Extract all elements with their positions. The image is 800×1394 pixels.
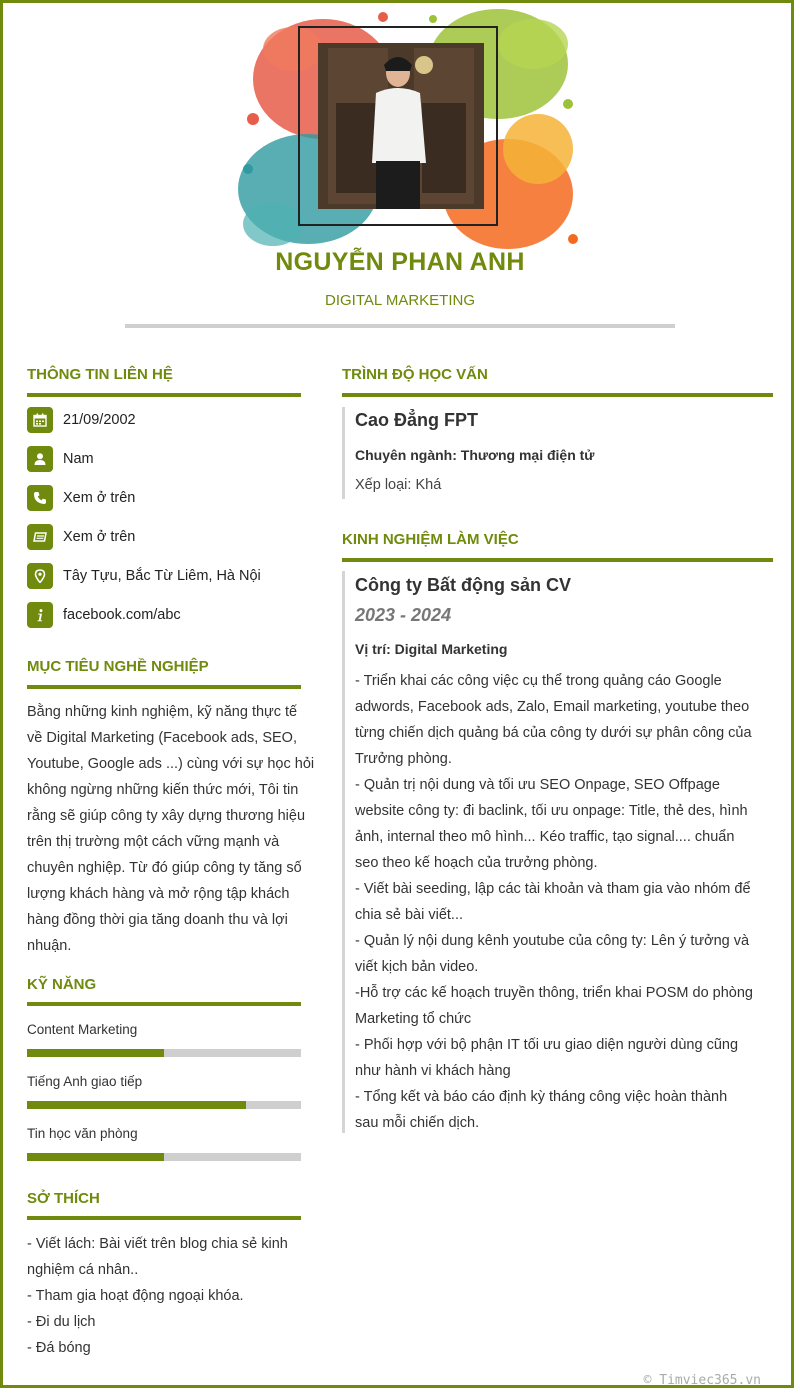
calendar-icon: [27, 407, 53, 433]
contact-section-rule: [27, 393, 301, 397]
skill-name: Tiếng Anh giao tiếp: [27, 1074, 143, 1089]
candidate-name: NGUYỄN PHAN ANH: [275, 248, 525, 276]
info-icon: [27, 602, 53, 628]
facebook-value: facebook.com/abc: [63, 607, 181, 623]
skills-section-rule: [27, 1002, 301, 1006]
experience-section-title: KINH NGHIỆM LÀM VIỆC: [342, 531, 519, 548]
location-icon: [27, 563, 53, 589]
header-divider: [125, 324, 675, 328]
contact-item-gender: [27, 446, 94, 472]
gender-value: Nam: [63, 451, 94, 467]
education-grade: Xếp loại: Khá: [355, 477, 442, 493]
education-section-title: TRÌNH ĐỘ HỌC VẤN: [342, 366, 488, 383]
contact-section-title: THÔNG TIN LIÊN HỆ: [27, 366, 173, 383]
school-name: Cao Đẳng FPT: [355, 410, 479, 430]
email-icon: [27, 524, 53, 550]
education-major: Chuyên ngành: Thương mại điện tử: [355, 447, 595, 463]
education-section-rule: [342, 393, 773, 397]
objective-text: Bằng những kinh nghiệm, kỹ năng thực tế về Digital Marketing (Facebook ads, SEO, Youtube, Google ads ...) cùng với sự học hỏi không ngừng những kiến thức mới, Tôi tin rằng sẽ giúp công ty xây dựng thương hiệu trên thị trường một cách vững mạnh và chuyên nghiệp. Từ đó giúp công ty tăng số lượng khách hàng và mở rộng tập khách hàng đồng thời gia tăng doanh thu và lợi nhuận.: [27, 704, 315, 954]
contact-item-phone: [27, 485, 135, 511]
experience-section-rule: [342, 558, 773, 562]
cv-header: [3, 3, 797, 343]
contact-item-email: [27, 524, 135, 550]
contact-item-birthday: [27, 407, 136, 433]
education-entry-bar: [342, 407, 345, 499]
skill-bar-fill: [27, 1049, 164, 1057]
birthday-value: 21/09/2002: [63, 412, 136, 428]
objective-section-title: MỤC TIÊU NGHỀ NGHIỆP: [27, 658, 209, 675]
address-value: Tây Tựu, Bắc Từ Liêm, Hà Nội: [63, 568, 261, 584]
job-title: DIGITAL MARKETING: [324, 292, 475, 309]
skill-bar: [27, 1153, 301, 1161]
hobbies-section-title: SỞ THÍCH: [27, 1190, 100, 1207]
profile-photo: [318, 43, 484, 209]
phone-icon: [27, 485, 53, 511]
contact-item-address: [27, 563, 261, 589]
watermark: © Timviec365.vn: [643, 1373, 761, 1388]
objective-section-rule: [27, 685, 301, 689]
skill-name: Tin học văn phòng: [27, 1126, 138, 1141]
experience-entry-bar: [342, 571, 345, 1133]
skill-bar: [27, 1049, 301, 1057]
email-value: Xem ở trên: [63, 529, 136, 545]
company-name: Công ty Bất động sản CV: [355, 575, 571, 595]
skill-bar-fill: [27, 1101, 246, 1109]
experience-duties: - Triển khai các công việc cụ thể trong quảng cáo Google adwords, Facebook ads, Zalo, Email marketing, youtube theo từng chiến dịch quảng bá của công ty dưới sự phân công của Trưởng phòng. - Quản trị nội dung và tối ưu SEO Onpage, SEO Offpage website công ty: đi baclink, tối ưu onpage: Title, thẻ des, hình ảnh, internal theo mô hình... Kéo traffic, tạo signal.... chuẩn seo theo kế hoạch của trưởng phòng. - Viết bài seeding, lập các tài khoản và tham gia vào nhóm để chia sẻ bài viết... - Quản lý nội dung kênh youtube của công ty: Lên ý tưởng và viết kịch bản video. -Hỗ trợ các kế hoạch truyền thông, triển khai POSM do phòng Marketing tổ chức - Phối hợp với bộ phận IT tối ưu giao diện người dùng cũng như hành vi khách hàng - Tổng kết và báo cáo định kỳ tháng công việc hoàn thành sau mỗi chiến dịch.: [355, 673, 753, 1131]
work-position: Vị trí: Digital Marketing: [355, 641, 508, 657]
skill-bar-fill: [27, 1153, 164, 1161]
skill-bar: [27, 1101, 301, 1109]
phone-value: Xem ở trên: [63, 490, 136, 506]
contact-item-facebook: [27, 602, 181, 628]
hobbies-section-rule: [27, 1216, 301, 1220]
skill-name: Content Marketing: [27, 1022, 138, 1037]
hobbies-text: - Viết lách: Bài viết trên blog chia sẻ kinh nghiệm cá nhân.. - Tham gia hoạt động ngoại khóa. - Đi du lịch - Đá bóng: [27, 1236, 288, 1356]
skills-section-title: KỸ NĂNG: [27, 976, 97, 993]
work-period: 2023 - 2024: [355, 605, 452, 625]
user-icon: [27, 446, 53, 472]
